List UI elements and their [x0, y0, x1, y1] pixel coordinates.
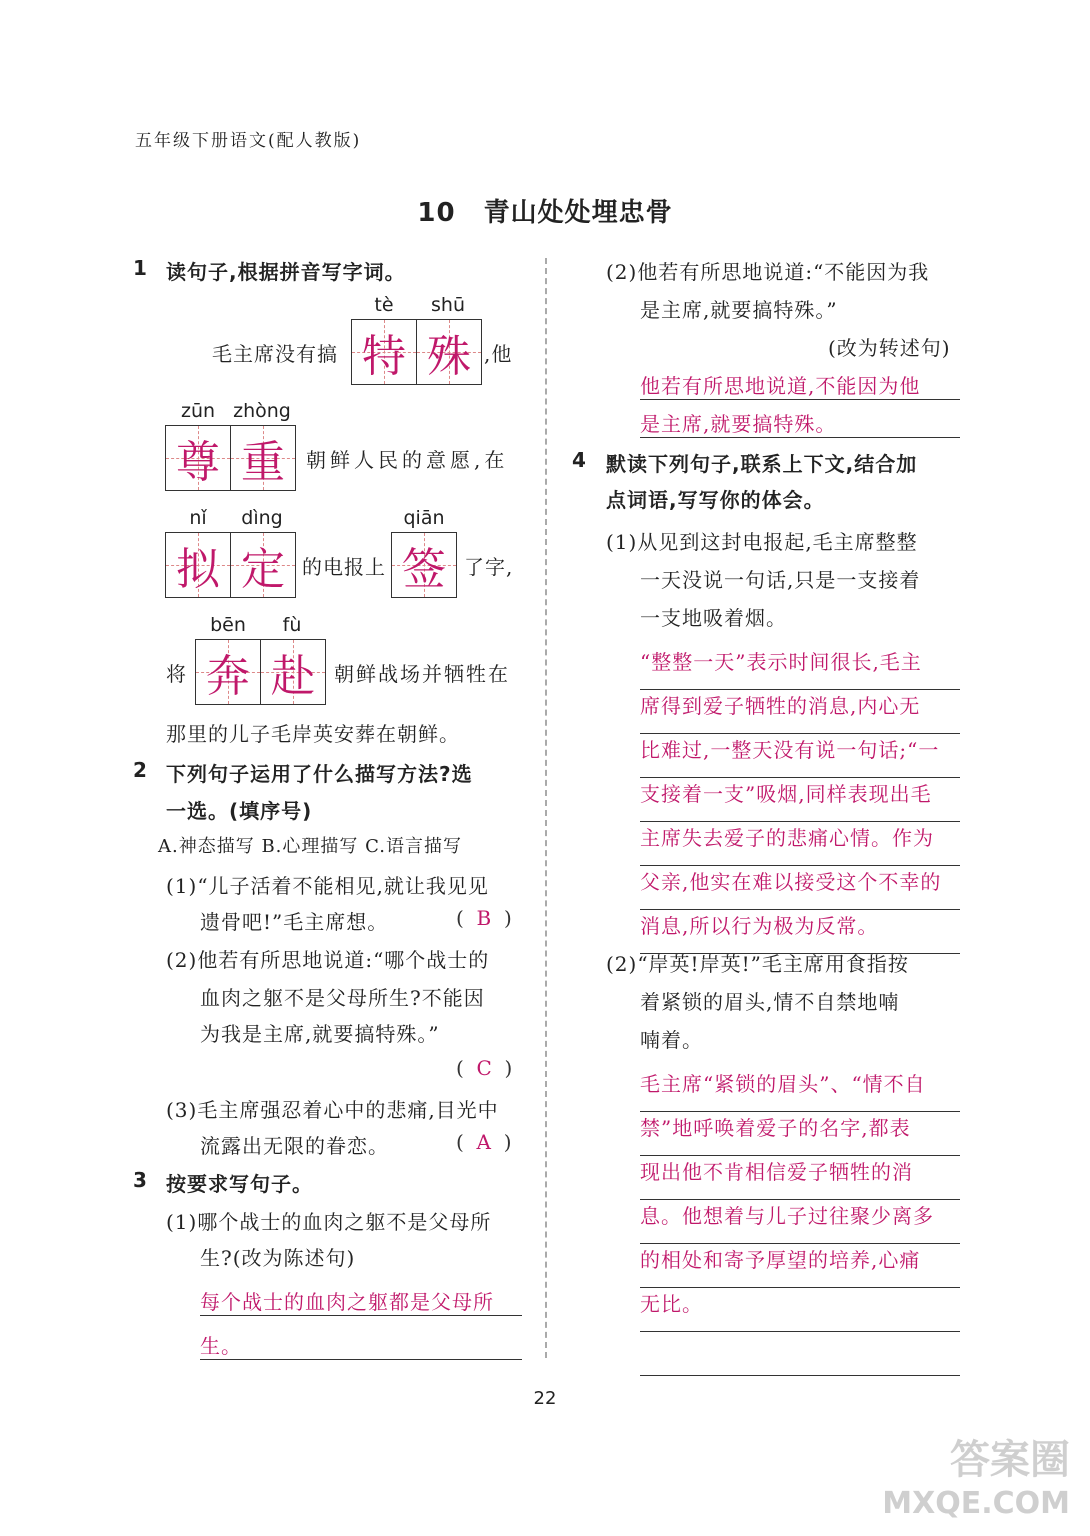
answer-cell: 尊: [166, 426, 230, 490]
q3-item-2: 是主席,就要搞特殊。”: [640, 298, 838, 322]
page-number: 22: [533, 1388, 557, 1409]
pinyin: fù: [282, 614, 302, 636]
q2-item-3: (3)毛主席强忍着心中的悲痛,目光中: [166, 1098, 499, 1122]
answer-box-qian: [391, 532, 457, 598]
answer-line-blank: [640, 1332, 960, 1376]
q2-item-2: 血肉之躯不是父母所生?不能因: [200, 986, 485, 1010]
watermark-logo: 答案圈 MXQE.COM: [882, 1437, 1070, 1521]
pinyin: shū: [431, 294, 465, 316]
q2-item-1: 遗骨吧!”毛主席想。: [200, 910, 389, 934]
answer-box-benfu: [195, 639, 326, 705]
answer-line: 父亲,他实在难以接受这个不幸的: [640, 866, 960, 910]
q1-sentence-1: 毛主席没有搞: [212, 342, 338, 366]
lesson-title: [0, 192, 1090, 229]
q1-sentence-2: 朝鲜人民的意愿,在: [306, 448, 509, 472]
answer-cell: 重: [230, 426, 295, 490]
answer-box-zunzhong: [165, 425, 296, 491]
q3-item-2-req: (改为转述句): [828, 336, 951, 360]
q4-number: 4: [572, 448, 586, 472]
q3-answer-1: 生。: [200, 1330, 522, 1360]
pinyin: qiān: [403, 507, 445, 529]
pinyin: nǐ: [189, 507, 207, 529]
q2-item-1: (1)“儿子活着不能相见,就让我见见: [166, 874, 489, 898]
q2-item-3: 流露出无限的眷恋。: [200, 1134, 389, 1158]
answer-cell: 特: [352, 320, 416, 384]
q1-number: 1: [133, 256, 147, 280]
answer-line: 的相处和寄予厚望的培养,心痛: [640, 1244, 960, 1288]
answer-cell: 拟: [166, 533, 230, 597]
answer-cell: 殊: [416, 320, 481, 384]
q4-prompt: 点词语,写写你的体会。: [606, 488, 825, 512]
q2-answer-3: ( A ): [456, 1130, 512, 1154]
q3-prompt: 按要求写句子。: [166, 1172, 313, 1196]
answer-line: 比难过,一整天没有说一句话;“一: [640, 734, 960, 778]
answer-box-teshu: [351, 319, 482, 385]
q1-sentence-4: 将: [166, 662, 187, 686]
answer-line: 主席失去爱子的悲痛心情。作为: [640, 822, 960, 866]
q3-answer-1: 每个战士的血肉之躯都是父母所: [200, 1286, 522, 1316]
q1-sentence-1-end: ,他: [484, 342, 513, 366]
q3-item-1: 生?(改为陈述句): [200, 1246, 356, 1270]
answer-line: 现出他不肯相信爱子牺牲的消: [640, 1156, 960, 1200]
q1-sentence-3-end: 了字,: [464, 555, 514, 579]
q4-item-2: 喃着。: [640, 1028, 703, 1052]
q4-item-1: 一天没说一句话,只是一支接着: [640, 568, 921, 592]
answer-line: 支接着一支”吸烟,同样表现出毛: [640, 778, 960, 822]
q2-answer-1: ( B ): [456, 906, 512, 930]
q3-item-2: (2)他若有所思地说道:“不能因为我: [606, 260, 930, 284]
q2-item-2: 为我是主席,就要搞特殊。”: [200, 1022, 440, 1046]
q4-answer-1: [640, 646, 960, 954]
q4-item-2: 着紧锁的眉头,情不自禁地喃: [640, 990, 900, 1014]
answer-line: 禁”地呼唤着爱子的名字,都表: [640, 1112, 960, 1156]
pinyin: zhòng: [233, 400, 291, 422]
answer-cell: 定: [230, 533, 295, 597]
q1-sentence-5: 那里的儿子毛岸英安葬在朝鲜。: [166, 722, 460, 746]
answer-line: 消息,所以行为极为反常。: [640, 910, 960, 954]
q1-prompt: 读句子,根据拼音写字词。: [166, 260, 406, 284]
answer-line: 毛主席“紧锁的眉头”、“情不自: [640, 1068, 960, 1112]
q4-item-1: 一支地吸着烟。: [640, 606, 787, 630]
pinyin: bēn: [210, 614, 246, 636]
pinyin: dìng: [241, 507, 283, 529]
q2-number: 2: [133, 758, 147, 782]
q1-sentence-4-end: 朝鲜战场并牺牲在: [334, 662, 510, 686]
page-header: 五年级下册语文(配人教版): [135, 131, 362, 151]
answer-line: 席得到爱子牺牲的消息,内心无: [640, 690, 960, 734]
answer-line: 无比。: [640, 1288, 960, 1332]
pinyin: zūn: [180, 400, 216, 422]
q2-prompt: 一选。(填序号): [166, 799, 313, 823]
q4-item-2: (2)“岸英!岸英!”毛主席用食指按: [606, 952, 909, 976]
lesson-number: 10: [417, 198, 456, 228]
q3-number: 3: [133, 1168, 147, 1192]
answer-box-niding: [165, 532, 296, 598]
q3-item-1: (1)哪个战士的血肉之躯不是父母所: [166, 1210, 492, 1234]
q2-options: A.神态描写 B.心理描写 C.语言描写: [158, 836, 462, 857]
answer-cell: 赴: [260, 640, 325, 704]
q4-item-1: (1)从见到这封电报起,毛主席整整: [606, 530, 918, 554]
column-divider: [545, 258, 547, 1358]
q1-sentence-3: 的电报上: [302, 555, 386, 579]
q2-answer-2: ( C ): [456, 1056, 513, 1080]
q3-answer-2: 他若有所思地说道,不能因为他: [640, 370, 960, 400]
lesson-name: 青山处处埋忠骨: [483, 198, 673, 228]
answer-cell: 签: [392, 533, 456, 597]
q3-answer-2: 是主席,就要搞特殊。: [640, 408, 960, 438]
pinyin: tè: [374, 294, 394, 316]
answer-line: “整整一天”表示时间很长,毛主: [640, 646, 960, 690]
answer-cell: 奔: [196, 640, 260, 704]
q2-item-2: (2)他若有所思地说道:“哪个战士的: [166, 948, 490, 972]
q2-prompt: 下列句子运用了什么描写方法?选: [166, 762, 473, 786]
answer-line: 息。他想着与儿子过往聚少离多: [640, 1200, 960, 1244]
q4-answer-2: [640, 1068, 960, 1376]
q4-prompt: 默读下列句子,联系上下文,结合加: [606, 452, 918, 476]
